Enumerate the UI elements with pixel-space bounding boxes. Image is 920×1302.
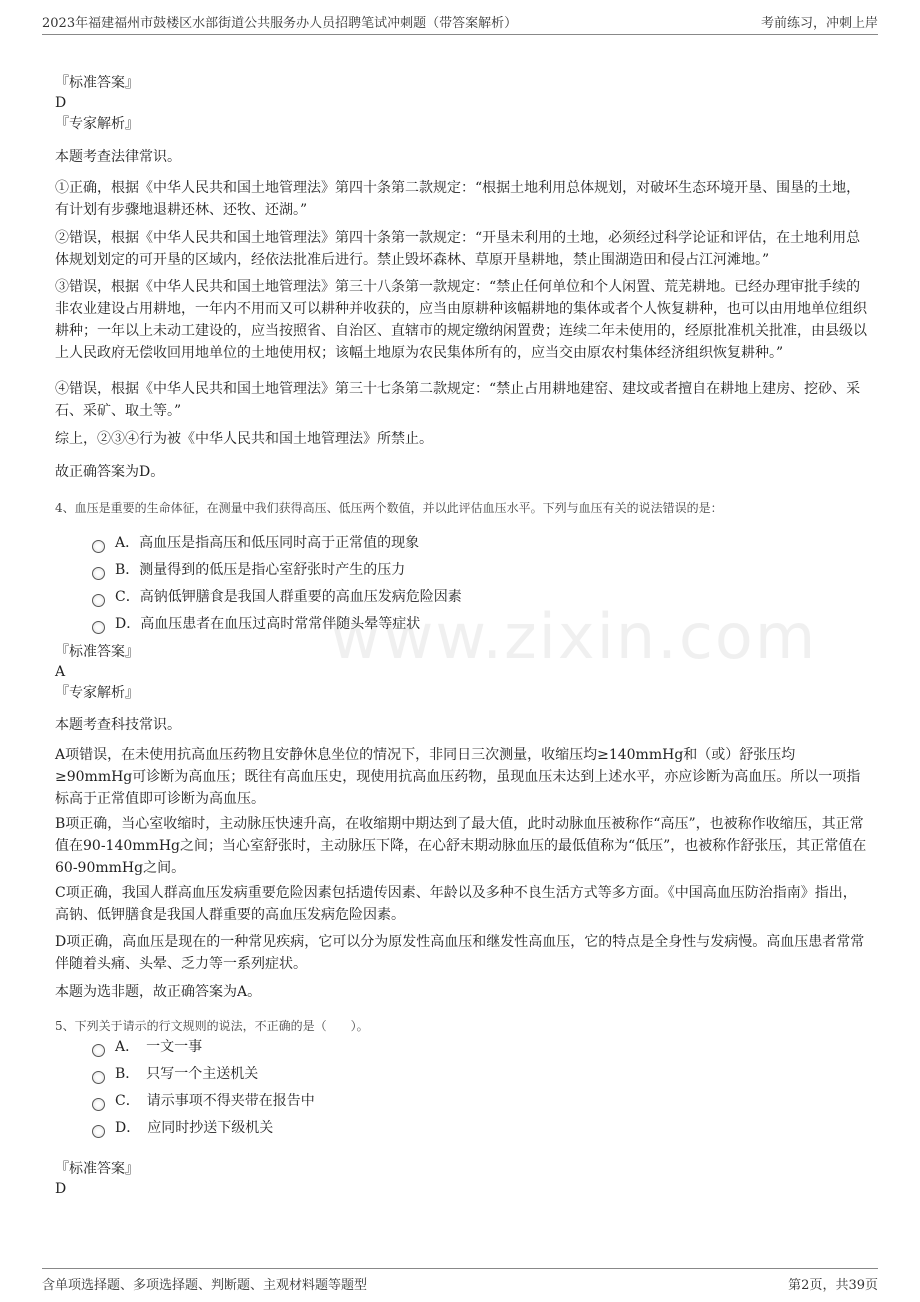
std-answer-label: 『标准答案』 [55, 1161, 139, 1177]
analysis-intro: 本题考查科技常识。 [55, 717, 181, 733]
document-title: 2023年福建福州市鼓楼区水部街道公共服务办人员招聘笔试冲刺题（带答案解析） [42, 16, 518, 31]
radio-button-icon[interactable] [92, 594, 105, 607]
analysis-paragraph: ②错误，根据《中华人民共和国土地管理法》第四十条第一款规定：“开垦未利用的土地，必须经过科学论证和评估，在土地利用总体规划划定的可开垦的区域内，经依法批准后进行。禁止毁坏森林、草原开垦耕地，禁止围湖造田和侵占江河滩地。” [55, 230, 861, 268]
page-header [42, 10, 878, 35]
watermark: www.zixin.com [330, 600, 818, 673]
option-b[interactable] [92, 1063, 258, 1085]
analysis-paragraph: ①正确，根据《中华人民共和国土地管理法》第四十条第二款规定：“根据土地利用总体规划，对破坏生态环境开垦、围垦的土地，有计划有步骤地退耕还林、还牧、还湖。” [55, 180, 861, 218]
option-b[interactable] [92, 559, 405, 581]
expert-analysis-label: 『专家解析』 [55, 685, 139, 701]
option-label: A． 一文一事 [115, 1039, 203, 1055]
option-a[interactable] [92, 532, 419, 554]
question-text: 4、血压是重要的生命体征，在测量中我们获得高压、低压两个数值，并以此评估血压水平。下列与血压有关的说法错误的是： [55, 501, 723, 515]
analysis-paragraph: C项正确，我国人群高血压发病重要危险因素包括遗传因素、年龄以及多种不良生活方式等多方面。《中国高血压防治指南》指出，高钠、低钾膳食是我国人群重要的高血压发病危险因素。 [55, 885, 857, 923]
analysis-paragraph: D项正确，高血压是现在的一种常见疾病，它可以分为原发性高血压和继发性高血压，它的特点是全身性与发病慢。高血压患者常常伴随着头痛、头晕、乏力等一系列症状。 [55, 934, 865, 972]
option-a[interactable] [92, 1036, 202, 1058]
option-c[interactable] [92, 586, 462, 608]
answer-value: A [55, 664, 66, 680]
option-d[interactable] [92, 1117, 273, 1139]
option-d[interactable] [92, 613, 420, 635]
page-footer [42, 1268, 878, 1295]
header-slogan: 考前练习，冲刺上岸 [760, 16, 878, 31]
radio-button-icon[interactable] [92, 621, 105, 634]
analysis-intro: 本题考查法律常识。 [55, 149, 181, 165]
answer-value: D [55, 1181, 67, 1197]
analysis-summary: 综上，②③④行为被《中华人民共和国土地管理法》所禁止。 [55, 431, 433, 447]
option-label: D． 应同时抄送下级机关 [115, 1120, 274, 1136]
std-answer-label: 『标准答案』 [55, 75, 139, 91]
analysis-paragraph: ④错误，根据《中华人民共和国土地管理法》第三十七条第二款规定：“禁止占用耕地建窑、建坟或者擅自在耕地上建房、挖砂、采石、采矿、取土等。” [55, 381, 861, 419]
option-label: B．测量得到的低压是指心室舒张时产生的压力 [115, 562, 406, 578]
radio-button-icon[interactable] [92, 540, 105, 553]
analysis-paragraph: ③错误，根据《中华人民共和国土地管理法》第三十八条第一款规定：“禁止任何单位和个人闲置、荒芜耕地。已经办理审批手续的非农业建设占用耕地，一年内不用而又可以耕种并收获的，应当由原耕种该幅耕地的集体或者个人恢复耕种，也可以由用地单位组织耕种；一年以上未动工建设的，应当按照省、自治区、直辖市的规定缴纳闲置费；连续二年未使用的，经原批准机关批准，由县级以上人民政府无偿收回用地单位的土地使用权；该幅土地原为农民集体所有的，应当交由原农村集体经济组织恢复耕种。” [55, 279, 867, 361]
option-label: C． 请示事项不得夹带在报告中 [115, 1093, 315, 1109]
option-label: C．高钠低钾膳食是我国人群重要的高血压发病危险因素 [115, 589, 462, 605]
analysis-paragraph: A项错误，在未使用抗高血压药物且安静休息坐位的情况下，非同日三次测量，收缩压均≥140mmHg和（或）舒张压均≥90mmHg可诊断为高血压；既往有高血压史，现使用抗高血压药物，虽现血压未达到上述水平，亦应诊断为高血压。所以一项指标高于正常值即可诊断为高血压。 [55, 747, 861, 807]
question-types-note: 含单项选择题、多项选择题、判断题、主观材料题等题型 [42, 1278, 368, 1293]
option-c[interactable] [92, 1090, 315, 1112]
expert-analysis-label: 『专家解析』 [55, 116, 139, 132]
analysis-paragraph: B项正确，当心室收缩时，主动脉压快速升高，在收缩期中期达到了最大值，此时动脉血压被称作“高压”，也被称作收缩压，其正常值在90-140mmHg之间；当心室舒张时，主动脉压下降，在心舒末期动脉血压的最低值称为“低压”，也被称作舒张压，其正常值在60-90mmHg之间。 [55, 816, 867, 876]
analysis-conclusion: 本题为选非题，故正确答案为A。 [55, 984, 262, 1000]
radio-button-icon[interactable] [92, 1044, 105, 1057]
question-text: 5、下列关于请示的行文规则的说法，不正确的是（ ）。 [55, 1019, 369, 1033]
analysis-conclusion: 故正确答案为D。 [55, 464, 165, 480]
page-number: 第2页，共39页 [788, 1278, 878, 1293]
option-label: B． 只写一个主送机关 [115, 1066, 259, 1082]
radio-button-icon[interactable] [92, 1071, 105, 1084]
option-label: A．高血压是指高压和低压同时高于正常值的现象 [115, 535, 420, 551]
answer-value: D [55, 95, 67, 111]
radio-button-icon[interactable] [92, 567, 105, 580]
std-answer-label: 『标准答案』 [55, 644, 139, 660]
option-label: D．高血压患者在血压过高时常常伴随头晕等症状 [115, 616, 421, 632]
radio-button-icon[interactable] [92, 1125, 105, 1138]
radio-button-icon[interactable] [92, 1098, 105, 1111]
